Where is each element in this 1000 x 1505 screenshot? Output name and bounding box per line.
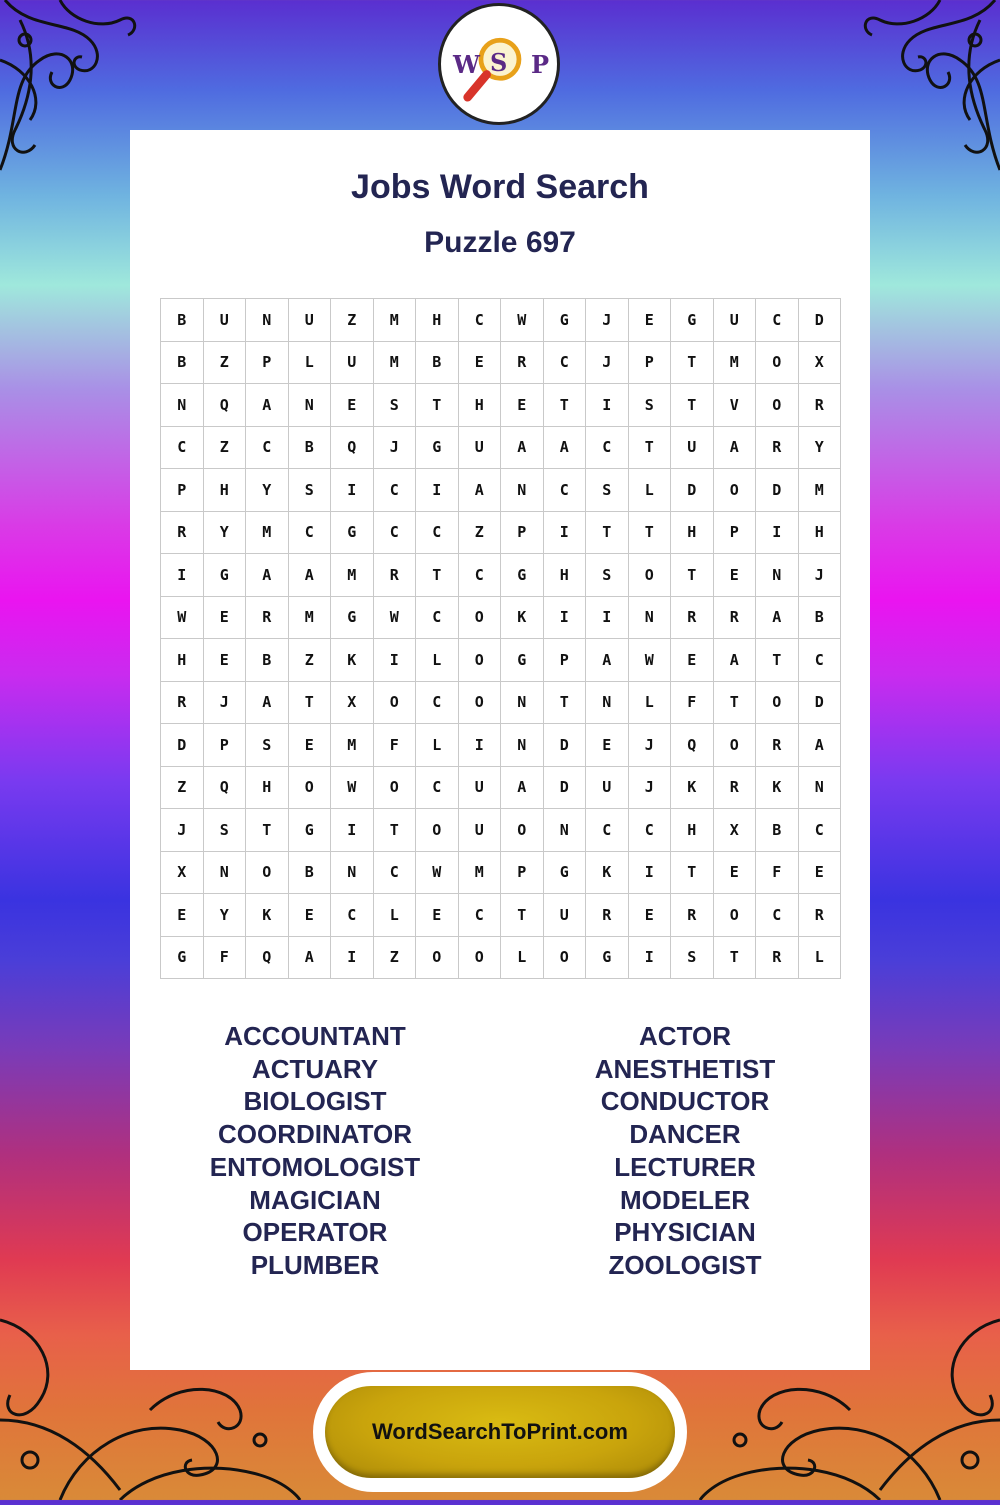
grid-cell[interactable]: A — [544, 427, 587, 470]
grid-cell[interactable]: B — [161, 299, 204, 342]
site-button[interactable] — [325, 1386, 675, 1478]
grid-cell[interactable]: E — [204, 639, 247, 682]
grid-cell[interactable]: J — [374, 427, 417, 470]
grid-cell[interactable]: K — [756, 767, 799, 810]
grid-cell[interactable]: T — [629, 427, 672, 470]
grid-cell[interactable]: R — [671, 597, 714, 640]
grid-cell[interactable]: S — [586, 554, 629, 597]
site-banner — [313, 1372, 687, 1492]
grid-cell[interactable]: S — [671, 937, 714, 980]
grid-cell[interactable]: T — [416, 384, 459, 427]
grid-cell[interactable]: I — [374, 639, 417, 682]
grid-cell[interactable]: M — [331, 554, 374, 597]
grid-cell[interactable]: C — [459, 299, 502, 342]
grid-cell[interactable]: N — [586, 682, 629, 725]
grid-cell[interactable]: E — [586, 724, 629, 767]
grid-cell[interactable]: M — [374, 342, 417, 385]
grid-cell[interactable]: A — [799, 724, 842, 767]
grid-cell[interactable]: Q — [246, 937, 289, 980]
grid-cell[interactable]: S — [246, 724, 289, 767]
grid-cell[interactable]: R — [501, 342, 544, 385]
logo-letter-w: W — [453, 50, 480, 79]
word-list-item: BIOLOGIST — [243, 1086, 387, 1117]
grid-cell[interactable]: I — [629, 852, 672, 895]
logo-letter-p: P — [531, 50, 550, 79]
grid-cell[interactable]: N — [501, 469, 544, 512]
grid-cell[interactable]: A — [501, 767, 544, 810]
word-list-item: LECTURER — [614, 1151, 756, 1182]
grid-cell[interactable]: G — [544, 299, 587, 342]
grid-cell[interactable]: A — [586, 639, 629, 682]
grid-cell[interactable]: P — [629, 342, 672, 385]
grid-cell[interactable]: P — [501, 852, 544, 895]
grid-cell[interactable]: E — [416, 894, 459, 937]
grid-cell[interactable]: E — [161, 894, 204, 937]
grid-cell[interactable]: J — [161, 809, 204, 852]
grid-cell[interactable]: W — [629, 639, 672, 682]
word-list-item: OPERATOR — [242, 1217, 388, 1248]
grid-cell[interactable]: N — [289, 384, 332, 427]
grid-cell[interactable]: E — [629, 894, 672, 937]
grid-cell[interactable]: T — [544, 384, 587, 427]
grid-cell[interactable]: E — [289, 894, 332, 937]
grid-cell[interactable]: O — [374, 682, 417, 725]
word-list-item: ACCOUNTANT — [224, 1021, 406, 1051]
grid-cell[interactable]: U — [671, 427, 714, 470]
grid-cell[interactable]: I — [544, 597, 587, 640]
grid-cell[interactable]: R — [586, 894, 629, 937]
grid-cell[interactable]: I — [331, 809, 374, 852]
word-list-item: MODELER — [620, 1184, 750, 1215]
grid-cell[interactable]: L — [629, 682, 672, 725]
grid-cell[interactable]: C — [459, 554, 502, 597]
grid-cell[interactable]: R — [161, 682, 204, 725]
grid-cell[interactable]: S — [289, 469, 332, 512]
grid-cell[interactable]: I — [161, 554, 204, 597]
grid-cell[interactable]: C — [586, 809, 629, 852]
grid-cell[interactable]: M — [374, 299, 417, 342]
word-list-item: PLUMBER — [250, 1249, 380, 1280]
grid-cell[interactable]: E — [799, 852, 842, 895]
grid-cell[interactable]: G — [501, 639, 544, 682]
grid-cell[interactable]: E — [331, 384, 374, 427]
grid-cell[interactable]: I — [756, 512, 799, 555]
grid-cell[interactable]: O — [544, 937, 587, 980]
grid-cell[interactable]: J — [586, 299, 629, 342]
grid-cell[interactable]: X — [799, 342, 842, 385]
grid-cell[interactable]: Z — [459, 512, 502, 555]
word-list-item: ANESTHETIST — [594, 1053, 776, 1084]
grid-cell[interactable]: E — [501, 384, 544, 427]
word-list-item: DANCER — [629, 1119, 741, 1150]
grid-cell[interactable]: H — [459, 384, 502, 427]
word-list-right — [500, 1020, 870, 1282]
grid-cell[interactable]: C — [331, 894, 374, 937]
grid-cell[interactable]: K — [331, 639, 374, 682]
grid-cell[interactable]: C — [459, 894, 502, 937]
word-list-item: PHYSICIAN — [614, 1217, 756, 1248]
grid-cell[interactable]: M — [459, 852, 502, 895]
grid-cell[interactable]: O — [459, 937, 502, 980]
grid-cell[interactable]: R — [374, 554, 417, 597]
grid-cell[interactable]: H — [416, 299, 459, 342]
grid-cell[interactable]: L — [374, 894, 417, 937]
grid-cell[interactable]: J — [799, 554, 842, 597]
grid-cell[interactable]: C — [799, 809, 842, 852]
grid-cell[interactable]: E — [629, 299, 672, 342]
grid-cell[interactable]: E — [714, 852, 757, 895]
grid-cell[interactable]: Z — [289, 639, 332, 682]
grid-cell[interactable]: C — [416, 512, 459, 555]
grid-cell[interactable]: S — [586, 469, 629, 512]
grid-cell[interactable]: W — [374, 597, 417, 640]
site-logo[interactable] — [438, 3, 560, 125]
grid-cell[interactable]: B — [246, 639, 289, 682]
grid-cell[interactable]: H — [671, 512, 714, 555]
word-list-item: ENTOMOLOGIST — [209, 1151, 421, 1182]
grid-cell[interactable]: D — [544, 724, 587, 767]
grid-cell[interactable]: N — [544, 809, 587, 852]
grid-cell[interactable]: R — [799, 384, 842, 427]
grid-cell[interactable]: R — [756, 937, 799, 980]
grid-cell[interactable]: S — [374, 384, 417, 427]
word-list-item: ZOOLOGIST — [608, 1249, 762, 1280]
logo-letter-s: S — [490, 48, 508, 77]
grid-cell[interactable]: U — [204, 299, 247, 342]
site-url: WordSearchToPrint.com — [372, 1419, 628, 1444]
corner-flourish-icon — [0, 0, 150, 180]
word-list-item: MAGICIAN — [249, 1184, 381, 1215]
grid-cell[interactable]: C — [586, 427, 629, 470]
grid-cell[interactable]: N — [501, 682, 544, 725]
puzzle-card — [130, 130, 870, 1370]
grid-cell[interactable]: N — [331, 852, 374, 895]
grid-cell[interactable]: F — [374, 724, 417, 767]
grid-cell[interactable]: G — [331, 512, 374, 555]
page-title: Jobs Word Search — [351, 168, 649, 206]
grid-cell[interactable]: U — [289, 299, 332, 342]
grid-cell[interactable]: U — [331, 342, 374, 385]
grid-cell[interactable]: M — [331, 724, 374, 767]
grid-cell[interactable]: G — [204, 554, 247, 597]
grid-cell[interactable]: V — [714, 384, 757, 427]
grid-cell[interactable]: L — [289, 342, 332, 385]
grid-cell[interactable]: B — [161, 342, 204, 385]
grid-cell[interactable]: D — [799, 682, 842, 725]
grid-cell[interactable]: K — [501, 597, 544, 640]
grid-cell[interactable]: G — [161, 937, 204, 980]
puzzle-number: Puzzle 697 — [424, 226, 576, 259]
grid-cell[interactable]: M — [289, 597, 332, 640]
grid-cell[interactable]: S — [204, 809, 247, 852]
grid-cell[interactable]: A — [756, 597, 799, 640]
grid-cell[interactable]: T — [374, 809, 417, 852]
grid-cell[interactable]: T — [586, 512, 629, 555]
grid-cell[interactable]: G — [416, 427, 459, 470]
grid-cell[interactable]: D — [161, 724, 204, 767]
grid-cell[interactable]: E — [459, 342, 502, 385]
grid-cell[interactable]: N — [756, 554, 799, 597]
grid-cell[interactable]: A — [714, 639, 757, 682]
grid-cell[interactable]: C — [246, 427, 289, 470]
grid-cell[interactable]: Z — [161, 767, 204, 810]
grid-cell[interactable]: C — [416, 682, 459, 725]
grid-cell[interactable]: P — [501, 512, 544, 555]
grid-cell[interactable]: R — [671, 894, 714, 937]
grid-cell[interactable]: O — [714, 724, 757, 767]
grid-cell[interactable]: O — [416, 937, 459, 980]
grid-cell[interactable]: F — [671, 682, 714, 725]
grid-cell[interactable]: G — [671, 299, 714, 342]
grid-cell[interactable]: I — [629, 937, 672, 980]
grid-cell[interactable]: L — [629, 469, 672, 512]
grid-cell[interactable]: O — [756, 682, 799, 725]
grid-cell[interactable]: R — [161, 512, 204, 555]
grid-cell[interactable]: B — [799, 597, 842, 640]
grid-cell[interactable]: Q — [331, 427, 374, 470]
grid-cell[interactable]: T — [501, 894, 544, 937]
grid-cell[interactable]: K — [671, 767, 714, 810]
grid-cell[interactable]: B — [416, 342, 459, 385]
grid-cell[interactable]: H — [161, 639, 204, 682]
grid-cell[interactable]: U — [586, 767, 629, 810]
grid-cell[interactable]: O — [289, 767, 332, 810]
grid-cell[interactable]: I — [331, 469, 374, 512]
grid-cell[interactable]: T — [629, 512, 672, 555]
word-list — [130, 1020, 870, 1282]
grid-cell[interactable]: E — [289, 724, 332, 767]
grid-cell[interactable]: W — [416, 852, 459, 895]
grid-cell[interactable]: Y — [799, 427, 842, 470]
grid-cell[interactable]: I — [544, 512, 587, 555]
grid-cell[interactable]: D — [544, 767, 587, 810]
grid-cell[interactable]: I — [416, 469, 459, 512]
grid-cell[interactable]: D — [756, 469, 799, 512]
grid-cell[interactable]: O — [246, 852, 289, 895]
grid-cell[interactable]: T — [671, 554, 714, 597]
grid-cell[interactable]: C — [374, 852, 417, 895]
grid-cell[interactable]: W — [331, 767, 374, 810]
grid-cell[interactable]: B — [289, 427, 332, 470]
grid-cell[interactable]: L — [799, 937, 842, 980]
grid-cell[interactable]: G — [331, 597, 374, 640]
grid-cell[interactable]: N — [161, 384, 204, 427]
grid-cell[interactable]: T — [246, 809, 289, 852]
grid-cell[interactable]: M — [799, 469, 842, 512]
grid-cell[interactable]: T — [714, 682, 757, 725]
grid-cell[interactable]: A — [459, 469, 502, 512]
grid-cell[interactable]: I — [586, 597, 629, 640]
grid-cell[interactable]: U — [459, 767, 502, 810]
grid-cell[interactable]: O — [459, 597, 502, 640]
grid-cell[interactable]: C — [756, 894, 799, 937]
letter-grid — [160, 298, 841, 979]
grid-cell[interactable]: W — [161, 597, 204, 640]
grid-cell[interactable]: T — [671, 852, 714, 895]
word-list-item: COORDINATOR — [217, 1119, 413, 1150]
grid-cell[interactable]: T — [416, 554, 459, 597]
grid-cell[interactable]: T — [544, 682, 587, 725]
grid-cell[interactable]: I — [586, 384, 629, 427]
grid-cell[interactable]: H — [544, 554, 587, 597]
grid-cell[interactable]: O — [416, 809, 459, 852]
grid-cell[interactable]: M — [714, 342, 757, 385]
grid-cell[interactable]: Y — [204, 894, 247, 937]
grid-cell[interactable]: P — [714, 512, 757, 555]
grid-cell[interactable]: F — [204, 937, 247, 980]
grid-cell[interactable]: H — [204, 469, 247, 512]
grid-cell[interactable]: B — [289, 852, 332, 895]
grid-cell[interactable]: R — [714, 597, 757, 640]
grid-cell[interactable]: Z — [374, 937, 417, 980]
grid-cell[interactable]: U — [714, 299, 757, 342]
grid-cell[interactable]: T — [289, 682, 332, 725]
grid-cell[interactable]: R — [756, 724, 799, 767]
grid-cell[interactable]: A — [246, 682, 289, 725]
grid-cell[interactable]: O — [374, 767, 417, 810]
grid-cell[interactable]: X — [331, 682, 374, 725]
grid-cell[interactable]: H — [246, 767, 289, 810]
corner-flourish-icon — [850, 0, 1000, 180]
grid-cell[interactable]: T — [756, 639, 799, 682]
grid-cell[interactable]: R — [246, 597, 289, 640]
grid-cell[interactable]: R — [799, 894, 842, 937]
grid-cell[interactable]: C — [289, 512, 332, 555]
grid-cell[interactable]: D — [671, 469, 714, 512]
grid-cell[interactable]: A — [289, 937, 332, 980]
grid-cell[interactable]: Q — [671, 724, 714, 767]
grid-cell[interactable]: A — [714, 427, 757, 470]
grid-cell[interactable]: I — [459, 724, 502, 767]
grid-cell[interactable]: Z — [204, 427, 247, 470]
grid-cell[interactable]: X — [161, 852, 204, 895]
grid-cell[interactable]: K — [246, 894, 289, 937]
grid-cell[interactable]: J — [629, 724, 672, 767]
grid-cell[interactable]: Q — [204, 767, 247, 810]
grid-cell[interactable]: C — [544, 342, 587, 385]
grid-cell[interactable]: U — [459, 427, 502, 470]
word-list-item: ACTOR — [639, 1021, 731, 1051]
grid-cell[interactable]: R — [756, 427, 799, 470]
grid-cell[interactable]: X — [714, 809, 757, 852]
grid-cell[interactable]: T — [671, 384, 714, 427]
grid-cell[interactable]: C — [799, 639, 842, 682]
grid-cell[interactable]: I — [331, 937, 374, 980]
grid-cell[interactable]: C — [374, 469, 417, 512]
grid-cell[interactable]: A — [246, 554, 289, 597]
grid-cell[interactable]: C — [629, 809, 672, 852]
word-list-item: ACTUARY — [251, 1053, 379, 1084]
grid-cell[interactable]: M — [246, 512, 289, 555]
grid-cell[interactable]: Y — [204, 512, 247, 555]
grid-cell[interactable]: C — [161, 427, 204, 470]
grid-cell[interactable]: H — [799, 512, 842, 555]
grid-cell[interactable]: G — [501, 554, 544, 597]
grid-cell[interactable]: Z — [331, 299, 374, 342]
grid-cell[interactable]: U — [544, 894, 587, 937]
grid-cell[interactable]: N — [629, 597, 672, 640]
grid-cell[interactable]: Z — [204, 342, 247, 385]
grid-cell[interactable]: P — [204, 724, 247, 767]
grid-cell[interactable]: N — [799, 767, 842, 810]
grid-cell[interactable]: O — [756, 342, 799, 385]
grid-cell[interactable]: G — [586, 937, 629, 980]
grid-cell[interactable]: Q — [204, 384, 247, 427]
grid-cell[interactable]: T — [714, 937, 757, 980]
grid-cell[interactable]: C — [756, 299, 799, 342]
grid-cell[interactable]: L — [416, 724, 459, 767]
grid-cell[interactable]: C — [374, 512, 417, 555]
grid-cell[interactable]: E — [204, 597, 247, 640]
grid-cell[interactable]: O — [756, 384, 799, 427]
grid-cell[interactable]: R — [714, 767, 757, 810]
grid-cell[interactable]: G — [289, 809, 332, 852]
grid-cell[interactable]: J — [586, 342, 629, 385]
grid-cell[interactable]: A — [246, 384, 289, 427]
grid-cell[interactable]: P — [161, 469, 204, 512]
grid-cell[interactable]: P — [246, 342, 289, 385]
grid-cell[interactable]: W — [501, 299, 544, 342]
grid-cell[interactable]: G — [544, 852, 587, 895]
grid-cell[interactable]: U — [459, 809, 502, 852]
grid-cell[interactable]: D — [799, 299, 842, 342]
grid-cell[interactable]: T — [671, 342, 714, 385]
grid-cell[interactable]: O — [501, 809, 544, 852]
grid-cell[interactable]: J — [629, 767, 672, 810]
grid-cell[interactable]: O — [714, 469, 757, 512]
grid-cell[interactable]: P — [544, 639, 587, 682]
grid-cell[interactable]: O — [459, 682, 502, 725]
grid-cell[interactable]: N — [204, 852, 247, 895]
grid-cell[interactable]: C — [544, 469, 587, 512]
grid-cell[interactable]: B — [756, 809, 799, 852]
grid-cell[interactable]: H — [671, 809, 714, 852]
grid-cell[interactable]: L — [416, 639, 459, 682]
grid-cell[interactable]: O — [629, 554, 672, 597]
grid-cell[interactable]: L — [501, 937, 544, 980]
grid-cell[interactable]: C — [416, 767, 459, 810]
grid-cell[interactable]: O — [714, 894, 757, 937]
grid-cell[interactable]: A — [501, 427, 544, 470]
grid-cell[interactable]: Y — [246, 469, 289, 512]
word-list-left — [130, 1020, 500, 1282]
grid-cell[interactable]: A — [289, 554, 332, 597]
grid-cell[interactable]: N — [246, 299, 289, 342]
word-list-item: CONDUCTOR — [600, 1086, 770, 1117]
grid-cell[interactable]: J — [204, 682, 247, 725]
grid-cell[interactable]: S — [629, 384, 672, 427]
grid-cell[interactable]: C — [416, 597, 459, 640]
grid-cell[interactable]: K — [586, 852, 629, 895]
grid-cell[interactable]: O — [459, 639, 502, 682]
grid-cell[interactable]: E — [671, 639, 714, 682]
grid-cell[interactable]: N — [501, 724, 544, 767]
grid-cell[interactable]: E — [714, 554, 757, 597]
grid-cell[interactable]: F — [756, 852, 799, 895]
